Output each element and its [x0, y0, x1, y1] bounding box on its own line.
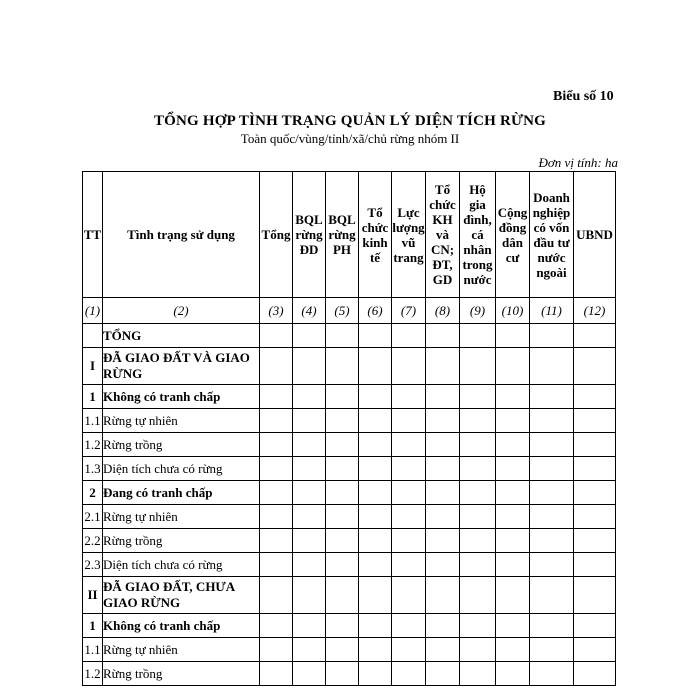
value-cell[interactable]: [496, 553, 530, 577]
value-cell[interactable]: [260, 348, 293, 385]
value-cell[interactable]: [530, 505, 574, 529]
value-cell[interactable]: [574, 505, 616, 529]
value-cell[interactable]: [460, 529, 496, 553]
col-number: (11): [530, 298, 574, 324]
value-cell[interactable]: [293, 433, 326, 457]
value-cell[interactable]: [260, 409, 293, 433]
row-label: Rừng tự nhiên: [103, 505, 260, 529]
row-number: 1.2: [83, 662, 103, 686]
value-cell[interactable]: [392, 638, 426, 662]
value-cell[interactable]: [530, 614, 574, 638]
value-cell[interactable]: [260, 457, 293, 481]
value-cell[interactable]: [293, 385, 326, 409]
col-number: (10): [496, 298, 530, 324]
value-cell[interactable]: [530, 385, 574, 409]
row-label: ĐÃ GIAO ĐẤT, CHƯA GIAO RỪNG: [103, 577, 260, 614]
value-cell[interactable]: [460, 385, 496, 409]
value-cell[interactable]: [392, 348, 426, 385]
table-row: [83, 481, 616, 505]
value-cell[interactable]: [260, 553, 293, 577]
value-cell[interactable]: [293, 505, 326, 529]
value-cell[interactable]: [260, 614, 293, 638]
row-label: Diện tích chưa có rừng: [103, 553, 260, 577]
row-number: 1.1: [83, 638, 103, 662]
value-cell[interactable]: [460, 433, 496, 457]
row-number: II: [83, 577, 103, 614]
value-cell[interactable]: [426, 529, 460, 553]
col-number: (6): [359, 298, 392, 324]
value-cell[interactable]: [260, 433, 293, 457]
row-label: ĐÃ GIAO ĐẤT VÀ GIAO RỪNG: [103, 348, 260, 385]
value-cell[interactable]: [392, 481, 426, 505]
value-cell[interactable]: [460, 577, 496, 614]
value-cell[interactable]: [574, 614, 616, 638]
row-number: 1.2: [83, 433, 103, 457]
value-cell[interactable]: [426, 505, 460, 529]
table-row: [83, 638, 616, 662]
table-row: [83, 433, 616, 457]
value-cell[interactable]: [496, 385, 530, 409]
value-cell[interactable]: [326, 324, 359, 348]
value-cell[interactable]: [426, 662, 460, 686]
value-cell[interactable]: [392, 457, 426, 481]
value-cell[interactable]: [293, 638, 326, 662]
value-cell[interactable]: [359, 529, 392, 553]
value-cell[interactable]: [530, 324, 574, 348]
value-cell[interactable]: [496, 505, 530, 529]
value-cell[interactable]: [260, 324, 293, 348]
table-row: [83, 553, 616, 577]
value-cell[interactable]: [426, 638, 460, 662]
value-cell[interactable]: [460, 481, 496, 505]
value-cell[interactable]: [496, 529, 530, 553]
value-cell[interactable]: [496, 433, 530, 457]
row-label: Không có tranh chấp: [103, 385, 260, 409]
value-cell[interactable]: [392, 529, 426, 553]
value-cell[interactable]: [326, 662, 359, 686]
value-cell[interactable]: [496, 481, 530, 505]
row-number: [83, 324, 103, 348]
row-number: 2.1: [83, 505, 103, 529]
value-cell[interactable]: [326, 529, 359, 553]
row-number: 1.3: [83, 457, 103, 481]
value-cell[interactable]: [326, 553, 359, 577]
value-cell[interactable]: [426, 577, 460, 614]
value-cell[interactable]: [530, 348, 574, 385]
col-header-science-org: Tổ chức KH và CN; ĐT, GD: [426, 172, 460, 298]
value-cell[interactable]: [326, 577, 359, 614]
col-header-total: Tổng: [260, 172, 293, 298]
table-row: [83, 324, 616, 348]
value-cell[interactable]: [426, 614, 460, 638]
value-cell[interactable]: [326, 614, 359, 638]
report-subtitle: Toàn quốc/vùng/tỉnh/xã/chủ rừng nhóm II: [240, 131, 460, 146]
value-cell[interactable]: [326, 638, 359, 662]
value-cell[interactable]: [293, 614, 326, 638]
value-cell[interactable]: [293, 577, 326, 614]
col-number: (12): [574, 298, 616, 324]
value-cell[interactable]: [496, 324, 530, 348]
col-header-ubnd: UBND: [574, 172, 616, 298]
value-cell[interactable]: [392, 324, 426, 348]
value-cell[interactable]: [326, 481, 359, 505]
row-label: Không có tranh chấp: [103, 614, 260, 638]
value-cell[interactable]: [574, 662, 616, 686]
value-cell[interactable]: [426, 385, 460, 409]
value-cell[interactable]: [326, 457, 359, 481]
value-cell[interactable]: [293, 457, 326, 481]
value-cell[interactable]: [392, 553, 426, 577]
value-cell[interactable]: [359, 577, 392, 614]
value-cell[interactable]: [574, 481, 616, 505]
value-cell[interactable]: [496, 638, 530, 662]
unit-label: Đơn vị tính: ha: [538, 155, 618, 170]
value-cell[interactable]: [326, 409, 359, 433]
forest-status-table: [82, 171, 616, 686]
table-row: [83, 577, 616, 614]
col-header-bql-ph: BQL rừng PH: [326, 172, 359, 298]
value-cell[interactable]: [530, 529, 574, 553]
value-cell[interactable]: [392, 577, 426, 614]
value-cell[interactable]: [460, 662, 496, 686]
value-cell[interactable]: [530, 433, 574, 457]
col-header-tt: TT: [83, 172, 103, 298]
value-cell[interactable]: [496, 662, 530, 686]
col-number: (2): [103, 298, 260, 324]
value-cell[interactable]: [574, 385, 616, 409]
col-header-armed-forces: Lực lượng vũ trang: [392, 172, 426, 298]
col-header-bql-dd: BQL rừng ĐD: [293, 172, 326, 298]
value-cell[interactable]: [496, 577, 530, 614]
value-cell[interactable]: [496, 457, 530, 481]
value-cell[interactable]: [426, 324, 460, 348]
value-cell[interactable]: [260, 385, 293, 409]
value-cell[interactable]: [460, 614, 496, 638]
table-row: [83, 614, 616, 638]
table-row: [83, 409, 616, 433]
row-label: Rừng tự nhiên: [103, 638, 260, 662]
value-cell[interactable]: [530, 577, 574, 614]
value-cell[interactable]: [293, 529, 326, 553]
value-cell[interactable]: [293, 324, 326, 348]
value-cell[interactable]: [460, 457, 496, 481]
table-row: [83, 457, 616, 481]
row-label: Rừng trồng: [103, 529, 260, 553]
value-cell[interactable]: [574, 553, 616, 577]
value-cell[interactable]: [392, 409, 426, 433]
value-cell[interactable]: [359, 553, 392, 577]
header-row: [83, 172, 616, 298]
table-row: [83, 385, 616, 409]
row-number: 2.2: [83, 529, 103, 553]
row-number: I: [83, 348, 103, 385]
value-cell[interactable]: [574, 409, 616, 433]
value-cell[interactable]: [260, 662, 293, 686]
value-cell[interactable]: [530, 662, 574, 686]
value-cell[interactable]: [426, 457, 460, 481]
value-cell[interactable]: [574, 457, 616, 481]
value-cell[interactable]: [530, 409, 574, 433]
value-cell[interactable]: [359, 348, 392, 385]
col-number: (1): [83, 298, 103, 324]
value-cell[interactable]: [260, 529, 293, 553]
row-label: Diện tích chưa có rừng: [103, 457, 260, 481]
col-header-community: Cộng đồng dân cư: [496, 172, 530, 298]
row-number: 1: [83, 614, 103, 638]
col-number: (8): [426, 298, 460, 324]
value-cell[interactable]: [359, 481, 392, 505]
value-cell[interactable]: [260, 638, 293, 662]
row-label: Đang có tranh chấp: [103, 481, 260, 505]
value-cell[interactable]: [260, 505, 293, 529]
col-number: (5): [326, 298, 359, 324]
value-cell[interactable]: [293, 662, 326, 686]
column-number-row: [83, 298, 616, 324]
value-cell[interactable]: [574, 324, 616, 348]
value-cell[interactable]: [359, 614, 392, 638]
value-cell[interactable]: [359, 505, 392, 529]
form-number: Biểu số 10: [553, 89, 614, 104]
value-cell[interactable]: [426, 481, 460, 505]
value-cell[interactable]: [496, 348, 530, 385]
col-header-foreign-enterprise: Doanh nghiệp có vốn đầu tư nước ngoài: [530, 172, 574, 298]
value-cell[interactable]: [293, 409, 326, 433]
col-number: (7): [392, 298, 426, 324]
value-cell[interactable]: [530, 638, 574, 662]
row-number: 2: [83, 481, 103, 505]
col-number: (3): [260, 298, 293, 324]
value-cell[interactable]: [426, 553, 460, 577]
value-cell[interactable]: [392, 505, 426, 529]
value-cell[interactable]: [293, 348, 326, 385]
col-header-usage-status: Tình trạng sử dụng: [103, 172, 260, 298]
value-cell[interactable]: [496, 614, 530, 638]
value-cell[interactable]: [426, 409, 460, 433]
table-body: [83, 324, 616, 686]
value-cell[interactable]: [574, 529, 616, 553]
value-cell[interactable]: [460, 638, 496, 662]
value-cell[interactable]: [326, 385, 359, 409]
value-cell[interactable]: [392, 662, 426, 686]
row-label: Rừng trồng: [103, 433, 260, 457]
col-number: (4): [293, 298, 326, 324]
value-cell[interactable]: [574, 638, 616, 662]
value-cell[interactable]: [530, 553, 574, 577]
value-cell[interactable]: [293, 553, 326, 577]
value-cell[interactable]: [530, 481, 574, 505]
value-cell[interactable]: [574, 433, 616, 457]
value-cell[interactable]: [392, 433, 426, 457]
row-label: Rừng trồng: [103, 662, 260, 686]
value-cell[interactable]: [460, 553, 496, 577]
value-cell[interactable]: [426, 433, 460, 457]
value-cell[interactable]: [460, 409, 496, 433]
value-cell[interactable]: [326, 433, 359, 457]
row-number: 2.3: [83, 553, 103, 577]
value-cell[interactable]: [260, 481, 293, 505]
value-cell[interactable]: [359, 457, 392, 481]
value-cell[interactable]: [496, 409, 530, 433]
col-header-economic-org: Tổ chức kinh tế: [359, 172, 392, 298]
row-number: 1: [83, 385, 103, 409]
value-cell[interactable]: [260, 577, 293, 614]
value-cell[interactable]: [326, 505, 359, 529]
value-cell[interactable]: [460, 324, 496, 348]
value-cell[interactable]: [392, 614, 426, 638]
table-row: [83, 662, 616, 686]
table-row: [83, 348, 616, 385]
value-cell[interactable]: [392, 385, 426, 409]
value-cell[interactable]: [574, 348, 616, 385]
value-cell[interactable]: [359, 662, 392, 686]
row-label: TỔNG: [103, 324, 260, 348]
value-cell[interactable]: [359, 409, 392, 433]
col-number: (9): [460, 298, 496, 324]
row-number: 1.1: [83, 409, 103, 433]
value-cell[interactable]: [359, 433, 392, 457]
report-title: TỔNG HỢP TÌNH TRẠNG QUẢN LÝ DIỆN TÍCH RỪNG: [153, 113, 547, 129]
value-cell[interactable]: [359, 638, 392, 662]
value-cell[interactable]: [326, 348, 359, 385]
value-cell[interactable]: [293, 481, 326, 505]
row-label: Rừng tự nhiên: [103, 409, 260, 433]
value-cell[interactable]: [460, 505, 496, 529]
table-row: [83, 529, 616, 553]
table-row: [83, 505, 616, 529]
value-cell[interactable]: [460, 348, 496, 385]
value-cell[interactable]: [359, 324, 392, 348]
col-header-households: Hộ gia đình, cá nhân trong nước: [460, 172, 496, 298]
value-cell[interactable]: [574, 577, 616, 614]
value-cell[interactable]: [530, 457, 574, 481]
value-cell[interactable]: [426, 348, 460, 385]
value-cell[interactable]: [359, 385, 392, 409]
